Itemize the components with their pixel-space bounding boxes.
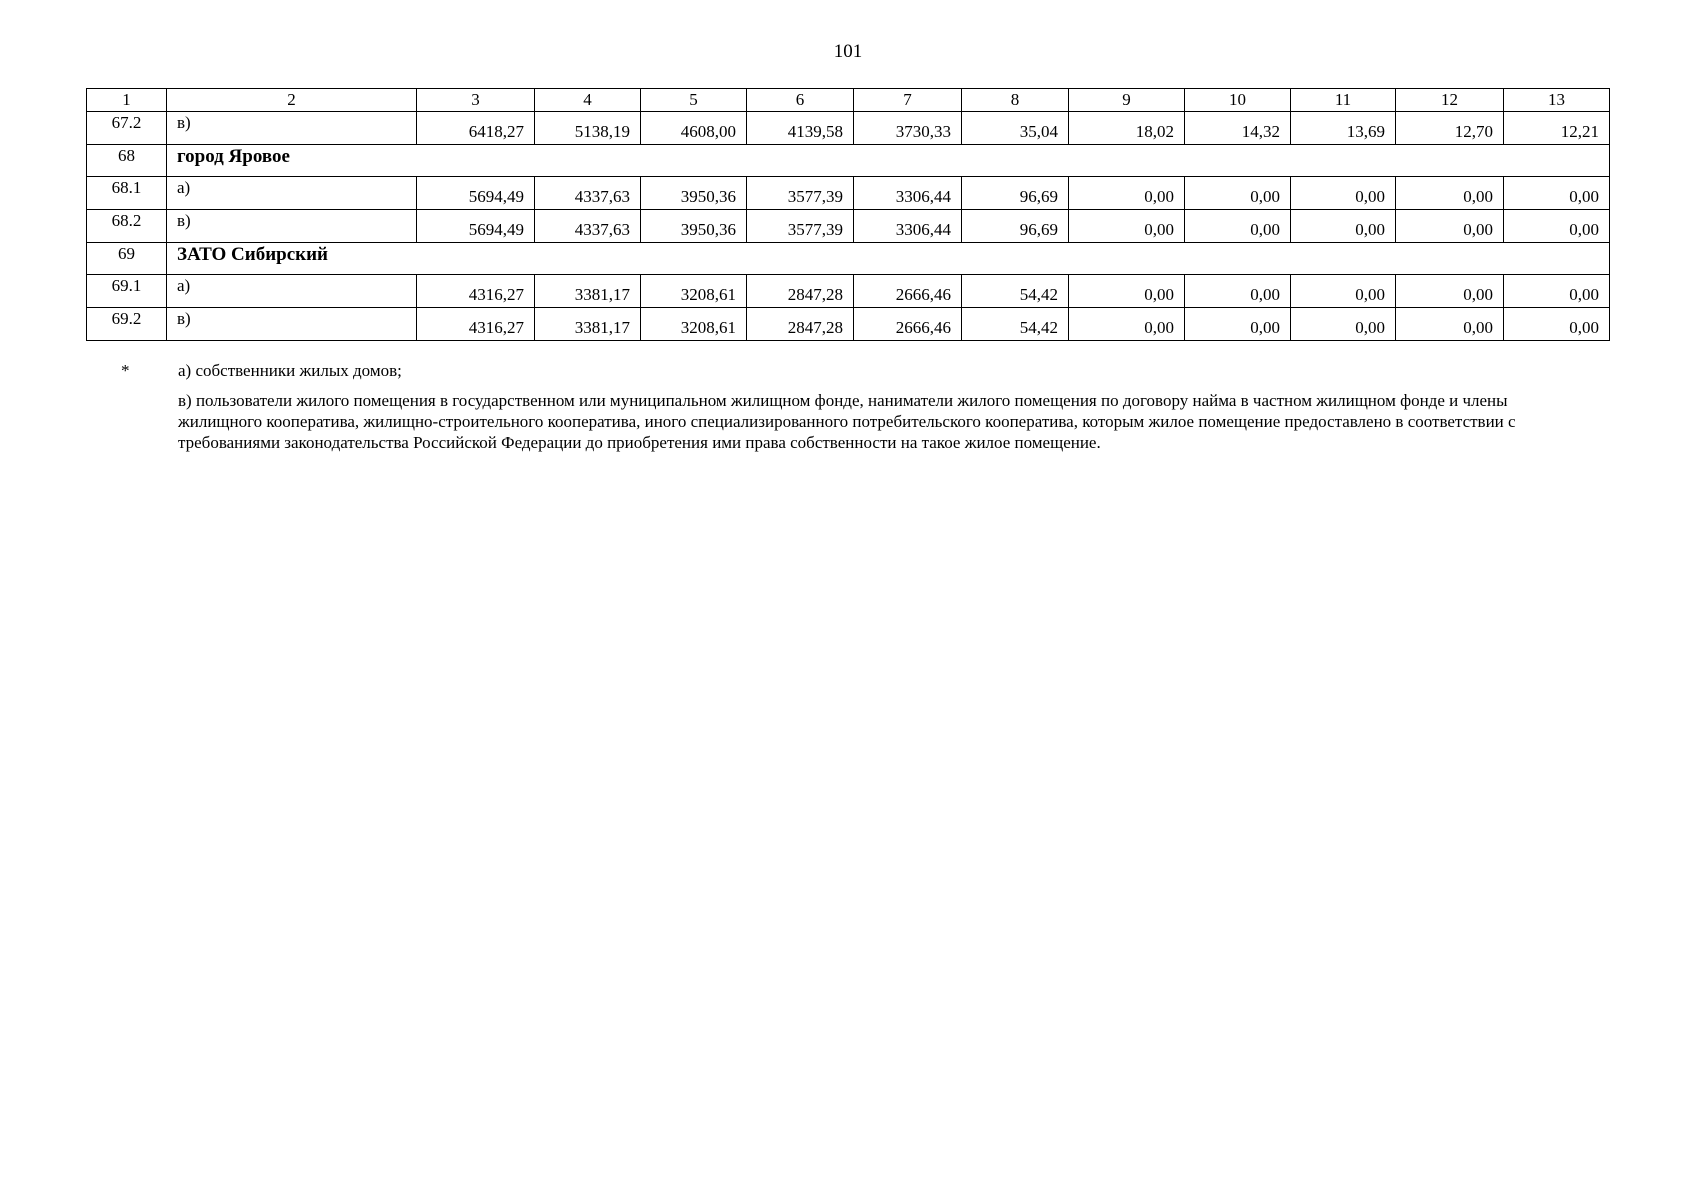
value-cell: 0,00 xyxy=(1396,308,1504,341)
row-code: 67.2 xyxy=(87,112,167,145)
value-cell: 3208,61 xyxy=(641,275,747,308)
value-cell: 6418,27 xyxy=(417,112,535,145)
tariff-table xyxy=(86,88,1610,341)
value-cell: 0,00 xyxy=(1291,210,1396,243)
value-cell: 4316,27 xyxy=(417,308,535,341)
section-row xyxy=(87,145,1610,177)
value-cell: 2666,46 xyxy=(854,308,962,341)
row-label: а) xyxy=(167,275,417,308)
column-header: 9 xyxy=(1069,89,1185,112)
table-body xyxy=(87,89,1610,341)
value-cell: 96,69 xyxy=(962,210,1069,243)
column-header: 13 xyxy=(1504,89,1610,112)
value-cell: 0,00 xyxy=(1291,308,1396,341)
value-cell: 13,69 xyxy=(1291,112,1396,145)
value-cell: 0,00 xyxy=(1069,210,1185,243)
value-cell: 0,00 xyxy=(1291,177,1396,210)
section-title: город Яровое xyxy=(167,145,1610,177)
column-header: 2 xyxy=(167,89,417,112)
value-cell: 3730,33 xyxy=(854,112,962,145)
value-cell: 3381,17 xyxy=(535,275,641,308)
value-cell: 2847,28 xyxy=(747,308,854,341)
value-cell: 3306,44 xyxy=(854,177,962,210)
value-cell: 54,42 xyxy=(962,308,1069,341)
value-cell: 3577,39 xyxy=(747,210,854,243)
row-code: 69.1 xyxy=(87,275,167,308)
column-header: 8 xyxy=(962,89,1069,112)
column-header: 1 xyxy=(87,89,167,112)
column-header: 5 xyxy=(641,89,747,112)
value-cell: 5138,19 xyxy=(535,112,641,145)
value-cell: 0,00 xyxy=(1185,308,1291,341)
value-cell: 0,00 xyxy=(1396,275,1504,308)
value-cell: 4337,63 xyxy=(535,177,641,210)
page-number: 101 xyxy=(833,41,863,62)
value-cell: 0,00 xyxy=(1185,210,1291,243)
value-cell: 14,32 xyxy=(1185,112,1291,145)
value-cell: 35,04 xyxy=(962,112,1069,145)
value-cell: 4139,58 xyxy=(747,112,854,145)
table-row xyxy=(87,210,1610,243)
value-cell: 3950,36 xyxy=(641,210,747,243)
row-label: в) xyxy=(167,210,417,243)
footnote-a: а) собственники жилых домов; xyxy=(178,361,402,380)
section-row xyxy=(87,243,1610,275)
column-header: 11 xyxy=(1291,89,1396,112)
value-cell: 4316,27 xyxy=(417,275,535,308)
row-code: 68.1 xyxy=(87,177,167,210)
value-cell: 0,00 xyxy=(1504,275,1610,308)
value-cell: 18,02 xyxy=(1069,112,1185,145)
value-cell: 3577,39 xyxy=(747,177,854,210)
row-code: 68 xyxy=(87,145,167,177)
value-cell: 3381,17 xyxy=(535,308,641,341)
value-cell: 2847,28 xyxy=(747,275,854,308)
value-cell: 0,00 xyxy=(1396,210,1504,243)
value-cell: 0,00 xyxy=(1504,177,1610,210)
table-row xyxy=(87,177,1610,210)
row-code: 68.2 xyxy=(87,210,167,243)
footnote-b: в) пользователи жилого помещения в государственном или муниципальном жилищном фонде, наниматели жилого помещения по договору найма в частном жилищном фонде и члены жилищного кооператива, жилищно-строительного кооператива, иного специализированного потребительского кооператива, которым жилое помещение предоставлено в соответствии с требованиями законодательства Российской Федерации до приобретения ими права собственности на такое жилое помещение. xyxy=(178,391,1516,452)
row-code: 69 xyxy=(87,243,167,275)
value-cell: 4337,63 xyxy=(535,210,641,243)
value-cell: 0,00 xyxy=(1185,177,1291,210)
value-cell: 0,00 xyxy=(1069,275,1185,308)
value-cell: 3950,36 xyxy=(641,177,747,210)
column-header: 4 xyxy=(535,89,641,112)
value-cell: 0,00 xyxy=(1185,275,1291,308)
table-row xyxy=(87,112,1610,145)
row-label: в) xyxy=(167,308,417,341)
value-cell: 96,69 xyxy=(962,177,1069,210)
value-cell: 2666,46 xyxy=(854,275,962,308)
value-cell: 3208,61 xyxy=(641,308,747,341)
value-cell: 5694,49 xyxy=(417,210,535,243)
value-cell: 0,00 xyxy=(1291,275,1396,308)
column-header-row xyxy=(87,89,1610,112)
row-label: в) xyxy=(167,112,417,145)
column-header: 7 xyxy=(854,89,962,112)
column-header: 12 xyxy=(1396,89,1504,112)
value-cell: 0,00 xyxy=(1396,177,1504,210)
column-header: 10 xyxy=(1185,89,1291,112)
value-cell: 3306,44 xyxy=(854,210,962,243)
table-row xyxy=(87,275,1610,308)
value-cell: 5694,49 xyxy=(417,177,535,210)
value-cell: 12,70 xyxy=(1396,112,1504,145)
value-cell: 0,00 xyxy=(1069,308,1185,341)
value-cell: 4608,00 xyxy=(641,112,747,145)
column-header: 3 xyxy=(417,89,535,112)
section-title: ЗАТО Сибирский xyxy=(167,243,1610,275)
value-cell: 54,42 xyxy=(962,275,1069,308)
value-cell: 12,21 xyxy=(1504,112,1610,145)
value-cell: 0,00 xyxy=(1504,210,1610,243)
footnote-asterisk: * xyxy=(121,361,130,380)
row-label: а) xyxy=(167,177,417,210)
table-row xyxy=(87,308,1610,341)
value-cell: 0,00 xyxy=(1504,308,1610,341)
row-code: 69.2 xyxy=(87,308,167,341)
column-header: 6 xyxy=(747,89,854,112)
value-cell: 0,00 xyxy=(1069,177,1185,210)
